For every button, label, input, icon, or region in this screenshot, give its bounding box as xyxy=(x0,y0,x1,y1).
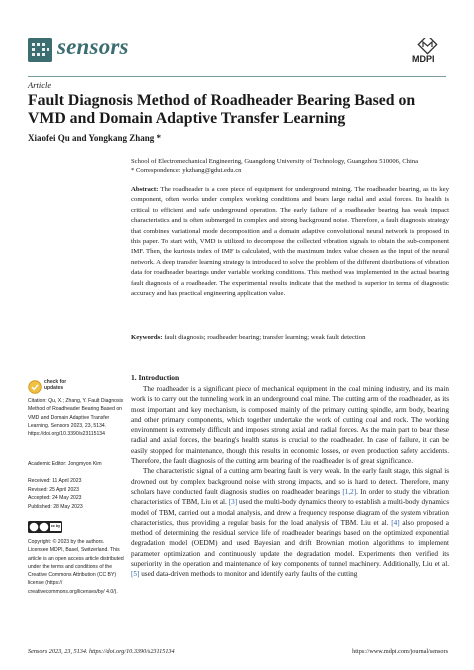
intro-paragraph-2 xyxy=(131,466,449,579)
paper-title: Fault Diagnosis Method of Roadheader Bearing Based on VMD and Domain Adaptive Transfer Learning xyxy=(28,92,416,127)
introduction-body xyxy=(131,384,449,580)
intro-paragraph-1: The roadheader is a significant piece of mechanical equipment in the coal mining industry, and its main work is to carry out the tunneling work in an underground coal mine. The cutting arm of the roadheader, as its most important and key mechanism, is composed mainly of the primary cutting spindle, arm body, bearing and other primary components, which together undertake the work of cutting coal and rock. The working environment is extremely difficult and imposes strong axial and radial forces. As the main part to bear these radial and axial forces, the bearing's health status is crucial to the roadheader. In case of failure, it can be easily stopped for maintenance, though this results in economic losses, or even production safety accidents. Therefore, the fault diagnosis of the cutting arm bearing of the roadheader is of great significance. xyxy=(131,385,449,466)
citation-block: Citation: Qu, X.; Zhang, Y. Fault Diagnosis Method of Roadheader Bearing Based on VMD and Domain Adaptive Transfer Learning. Sensors 2023, 23, 5134. https://doi.org/10.3390/s23115134 xyxy=(28,398,124,438)
intro-text: also proposed a method of determining the residual service life of roadheader bearings based on the optimized exponential degradation model (OEDM) and used Bayesian and drift Brownian motion algorithms to implement parameter optimization and continuously update the degradation model. Experiments then verified its superiority in the operation and maintenance of key components of tunnel machinery. Additionally, Liu et al. xyxy=(131,518,449,569)
author-list: Xiaofei Qu and Yongkang Zhang * xyxy=(28,133,161,143)
citation-link[interactable]: [5] xyxy=(131,570,140,579)
abstract xyxy=(131,185,449,299)
keywords xyxy=(131,333,449,343)
citation-link[interactable]: [4] xyxy=(391,518,400,527)
publisher-name: MDPI xyxy=(412,54,435,64)
date-published: Published: 28 May 2023 xyxy=(28,503,83,510)
header-divider xyxy=(28,76,446,77)
date-accepted: Accepted: 24 May 2023 xyxy=(28,495,82,502)
academic-editor: Academic Editor: Jongmyon Kim xyxy=(28,461,102,467)
check-for-updates-label[interactable]: check for updates xyxy=(44,379,67,391)
footer-journal-url[interactable]: https://www.mdpi.com/journal/sensors xyxy=(352,648,448,655)
page-footer xyxy=(28,648,448,655)
section-heading: 1. Introduction xyxy=(131,373,180,382)
cc-badge-text: cc by xyxy=(50,524,61,528)
abstract-label: Abstract: xyxy=(131,186,159,193)
cc-license-icon xyxy=(28,520,62,532)
publisher-logo xyxy=(406,38,450,64)
keywords-label: Keywords: xyxy=(131,334,163,341)
correspondence-line: * Correspondence: ykzhang@gdut.edu.cn xyxy=(131,167,242,174)
citation-link[interactable]: [3] xyxy=(228,498,238,507)
intro-text: used data-driven methods to monitor and identify early faults of the cutting xyxy=(139,570,358,579)
date-received: Received: 11 April 2023 xyxy=(28,478,82,484)
affiliation-line: School of Electromechanical Engineering, Guangdong University of Technology, Guangzhou 510006, China xyxy=(131,158,419,165)
journal-logo-icon xyxy=(28,38,52,62)
footer-citation: Sensors 2023, 23, 5134. https://doi.org/10.3390/s23115134 xyxy=(28,648,175,655)
intro-text: . In order to study the vibration characteristics of TBM, Liu et al. xyxy=(131,487,449,507)
copyright-notice: Copyright: © 2023 by the authors. Licensee MDPI, Basel, Switzerland. This article is an open access article distributed under the terms and conditions of the Creative Commons Attribution (CC BY) license (https:// creativecommons.org/licenses/by/ 4.0/). xyxy=(28,539,124,595)
publication-dates xyxy=(28,477,83,511)
intro-text: used the multi-body dynamics theory to establish a multi-body dynamics model of TBM, carried out a modal analysis, and drew a frequency response diagram of the system vibration characteristics, thus providing a regular basis for the load analysis of TBM. Liu et al. xyxy=(131,498,449,527)
article-type: Article xyxy=(28,80,52,90)
keywords-text: fault diagnosis; roadheader bearing; transfer learning; weak fault detection xyxy=(164,334,366,341)
date-revised: Revised: 25 April 2023 xyxy=(28,486,79,493)
journal-name: sensors xyxy=(57,34,129,59)
citation-link[interactable]: [1,2] xyxy=(342,487,357,496)
intro-text: The characteristic signal of a cutting arm bearing fault is very weak. In the early fault stage, this signal is drowned out by complex background noise with strong impacts, and so is hard to detect. Therefore, many scholars have conducted fault diagnosis studies on roadheader bearings xyxy=(131,467,449,496)
check-for-updates-icon[interactable] xyxy=(28,380,42,394)
affiliation-block xyxy=(131,157,451,175)
abstract-text: The roadheader is a core piece of equipment for underground mining. The roadheader bearing, as its key component, often works under complex working conditions and bears large radial and axial forces. Its health is critical to efficient and safe underground operation. The early failure of a roadheader bearing has weak impact characteristics and is often submerged in complex and strong background noise. Therefore, a fault diagnosis strategy that combines variational mode decomposition and a domain adaptive convolutional neural network is proposed in this paper. To start with, VMD is utilized to decompose the collected vibration signals to obtain the sub-component IMF. Then, the kurtosis index of IMF is calculated, with the maximum index value chosen as the input of the neural network. A deep transfer learning strategy is introduced to solve the problem of the different distributions of vibration data for roadheader bearings under variable working conditions. This method was implemented in the actual bearing fault diagnosis of a roadheader. The experimental results indicate that the method is superior in terms of diagnostic accuracy and has practical engineering application value. xyxy=(131,186,449,298)
